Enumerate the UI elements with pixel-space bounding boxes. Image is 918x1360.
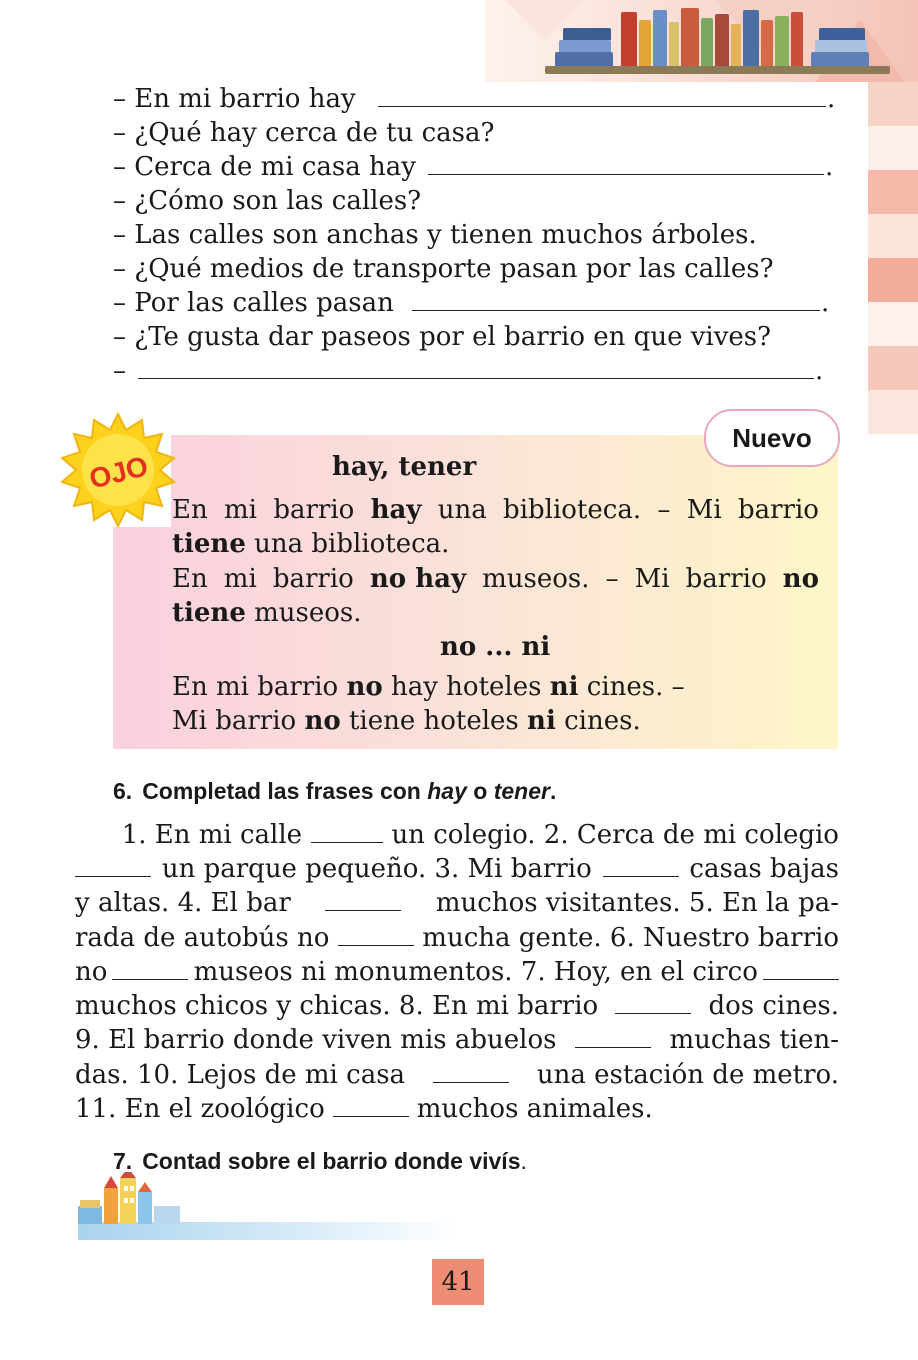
fill-blank[interactable]	[311, 822, 383, 843]
grammar-title-hay-tener: hay, tener	[332, 452, 477, 482]
grammar-example-4: Mi barrio no tiene hoteles ni cines.	[172, 706, 641, 736]
fill-blank[interactable]	[433, 1062, 509, 1083]
exercise-6-line-7: 9. El barrio donde viven mis abuelos muchas tien-	[75, 1025, 839, 1055]
dialog-line-2: – ¿Qué hay cerca de tu casa?	[113, 118, 495, 148]
answer-blank-1[interactable]	[378, 106, 826, 107]
exercise-6-line-3: y altas. 4. El bar muchos visitantes. 5. En la pa-	[75, 888, 839, 918]
dialog-line-4: – ¿Cómo son las calles?	[113, 186, 422, 216]
ojo-badge	[60, 412, 176, 528]
dialog-line-9: –	[113, 356, 126, 386]
answer-blank-3[interactable]	[412, 310, 820, 311]
town-icon	[76, 1172, 186, 1228]
grammar-example-1b: tiene una biblioteca.	[172, 529, 450, 559]
grammar-example-2: En mi barrio no hay museos. – Mi barrio no	[172, 564, 819, 594]
dialog-line-8: – ¿Te gusta dar paseos por el barrio en que vives?	[113, 322, 772, 352]
dialog-period: .	[821, 288, 830, 318]
bookshelf-icon	[545, 8, 890, 74]
grammar-example-2b: tiene museos.	[172, 598, 362, 628]
shelf	[545, 66, 890, 74]
fill-blank[interactable]	[615, 993, 691, 1014]
dialog-period: .	[815, 356, 824, 386]
fill-blank[interactable]	[763, 959, 839, 980]
fill-blank[interactable]	[603, 856, 679, 877]
exercise-6-title: 6. Completad las frases con hay o tener.	[113, 778, 557, 804]
exercise-6-line-9: 11. En el zoológico muchos animales.	[75, 1094, 653, 1124]
page-number: 41	[432, 1259, 484, 1305]
dialog-line-3: – Cerca de mi casa hay	[113, 152, 416, 182]
fill-blank[interactable]	[325, 890, 401, 911]
ojo-badge-label: OJO	[86, 450, 152, 495]
fill-blank[interactable]	[338, 925, 414, 946]
fill-blank[interactable]	[75, 856, 151, 877]
exercise-6-line-2: un parque pequeño. 3. Mi barrio casas bajas	[75, 852, 839, 886]
exercise-6-line-4: rada de autobús no mucha gente. 6. Nuestro barrio	[75, 923, 839, 953]
dialog-line-5: – Las calles son anchas y tienen muchos árboles.	[113, 220, 757, 250]
grammar-example-1: En mi barrio hay una biblioteca. – Mi barrio	[172, 495, 819, 525]
dialog-line-6: – ¿Qué medios de transporte pasan por las calles?	[113, 254, 774, 284]
fill-blank[interactable]	[575, 1027, 651, 1048]
answer-blank-4[interactable]	[138, 378, 814, 379]
nuevo-badge: Nuevo	[704, 409, 840, 467]
dialog-line-1: – En mi barrio hay	[113, 84, 356, 114]
grammar-example-3: En mi barrio no hay hoteles ni cines. –	[172, 672, 685, 702]
answer-blank-2[interactable]	[428, 174, 824, 175]
exercise-6-line-5: no museos ni monumentos. 7. Hoy, en el circo	[75, 955, 839, 989]
dialog-period: .	[827, 84, 836, 114]
grammar-title-no-ni: no ... ni	[440, 632, 551, 662]
fill-blank[interactable]	[333, 1096, 409, 1117]
exercise-6-line-8: das. 10. Lejos de mi casa una estación de metro.	[75, 1060, 839, 1090]
exercise-6-line-1: 1. En mi calle un colegio. 2. Cerca de mi colegio	[121, 820, 839, 850]
dialog-line-7: – Por las calles pasan	[113, 288, 394, 318]
exercise-7-title: 7. Contad sobre el barrio donde vivís.	[113, 1148, 527, 1174]
fill-blank[interactable]	[112, 959, 188, 980]
dialog-period: .	[825, 152, 834, 182]
exercise-6-line-6: muchos chicos y chicas. 8. En mi barrio dos cines.	[75, 991, 839, 1021]
side-decoration	[868, 82, 918, 447]
